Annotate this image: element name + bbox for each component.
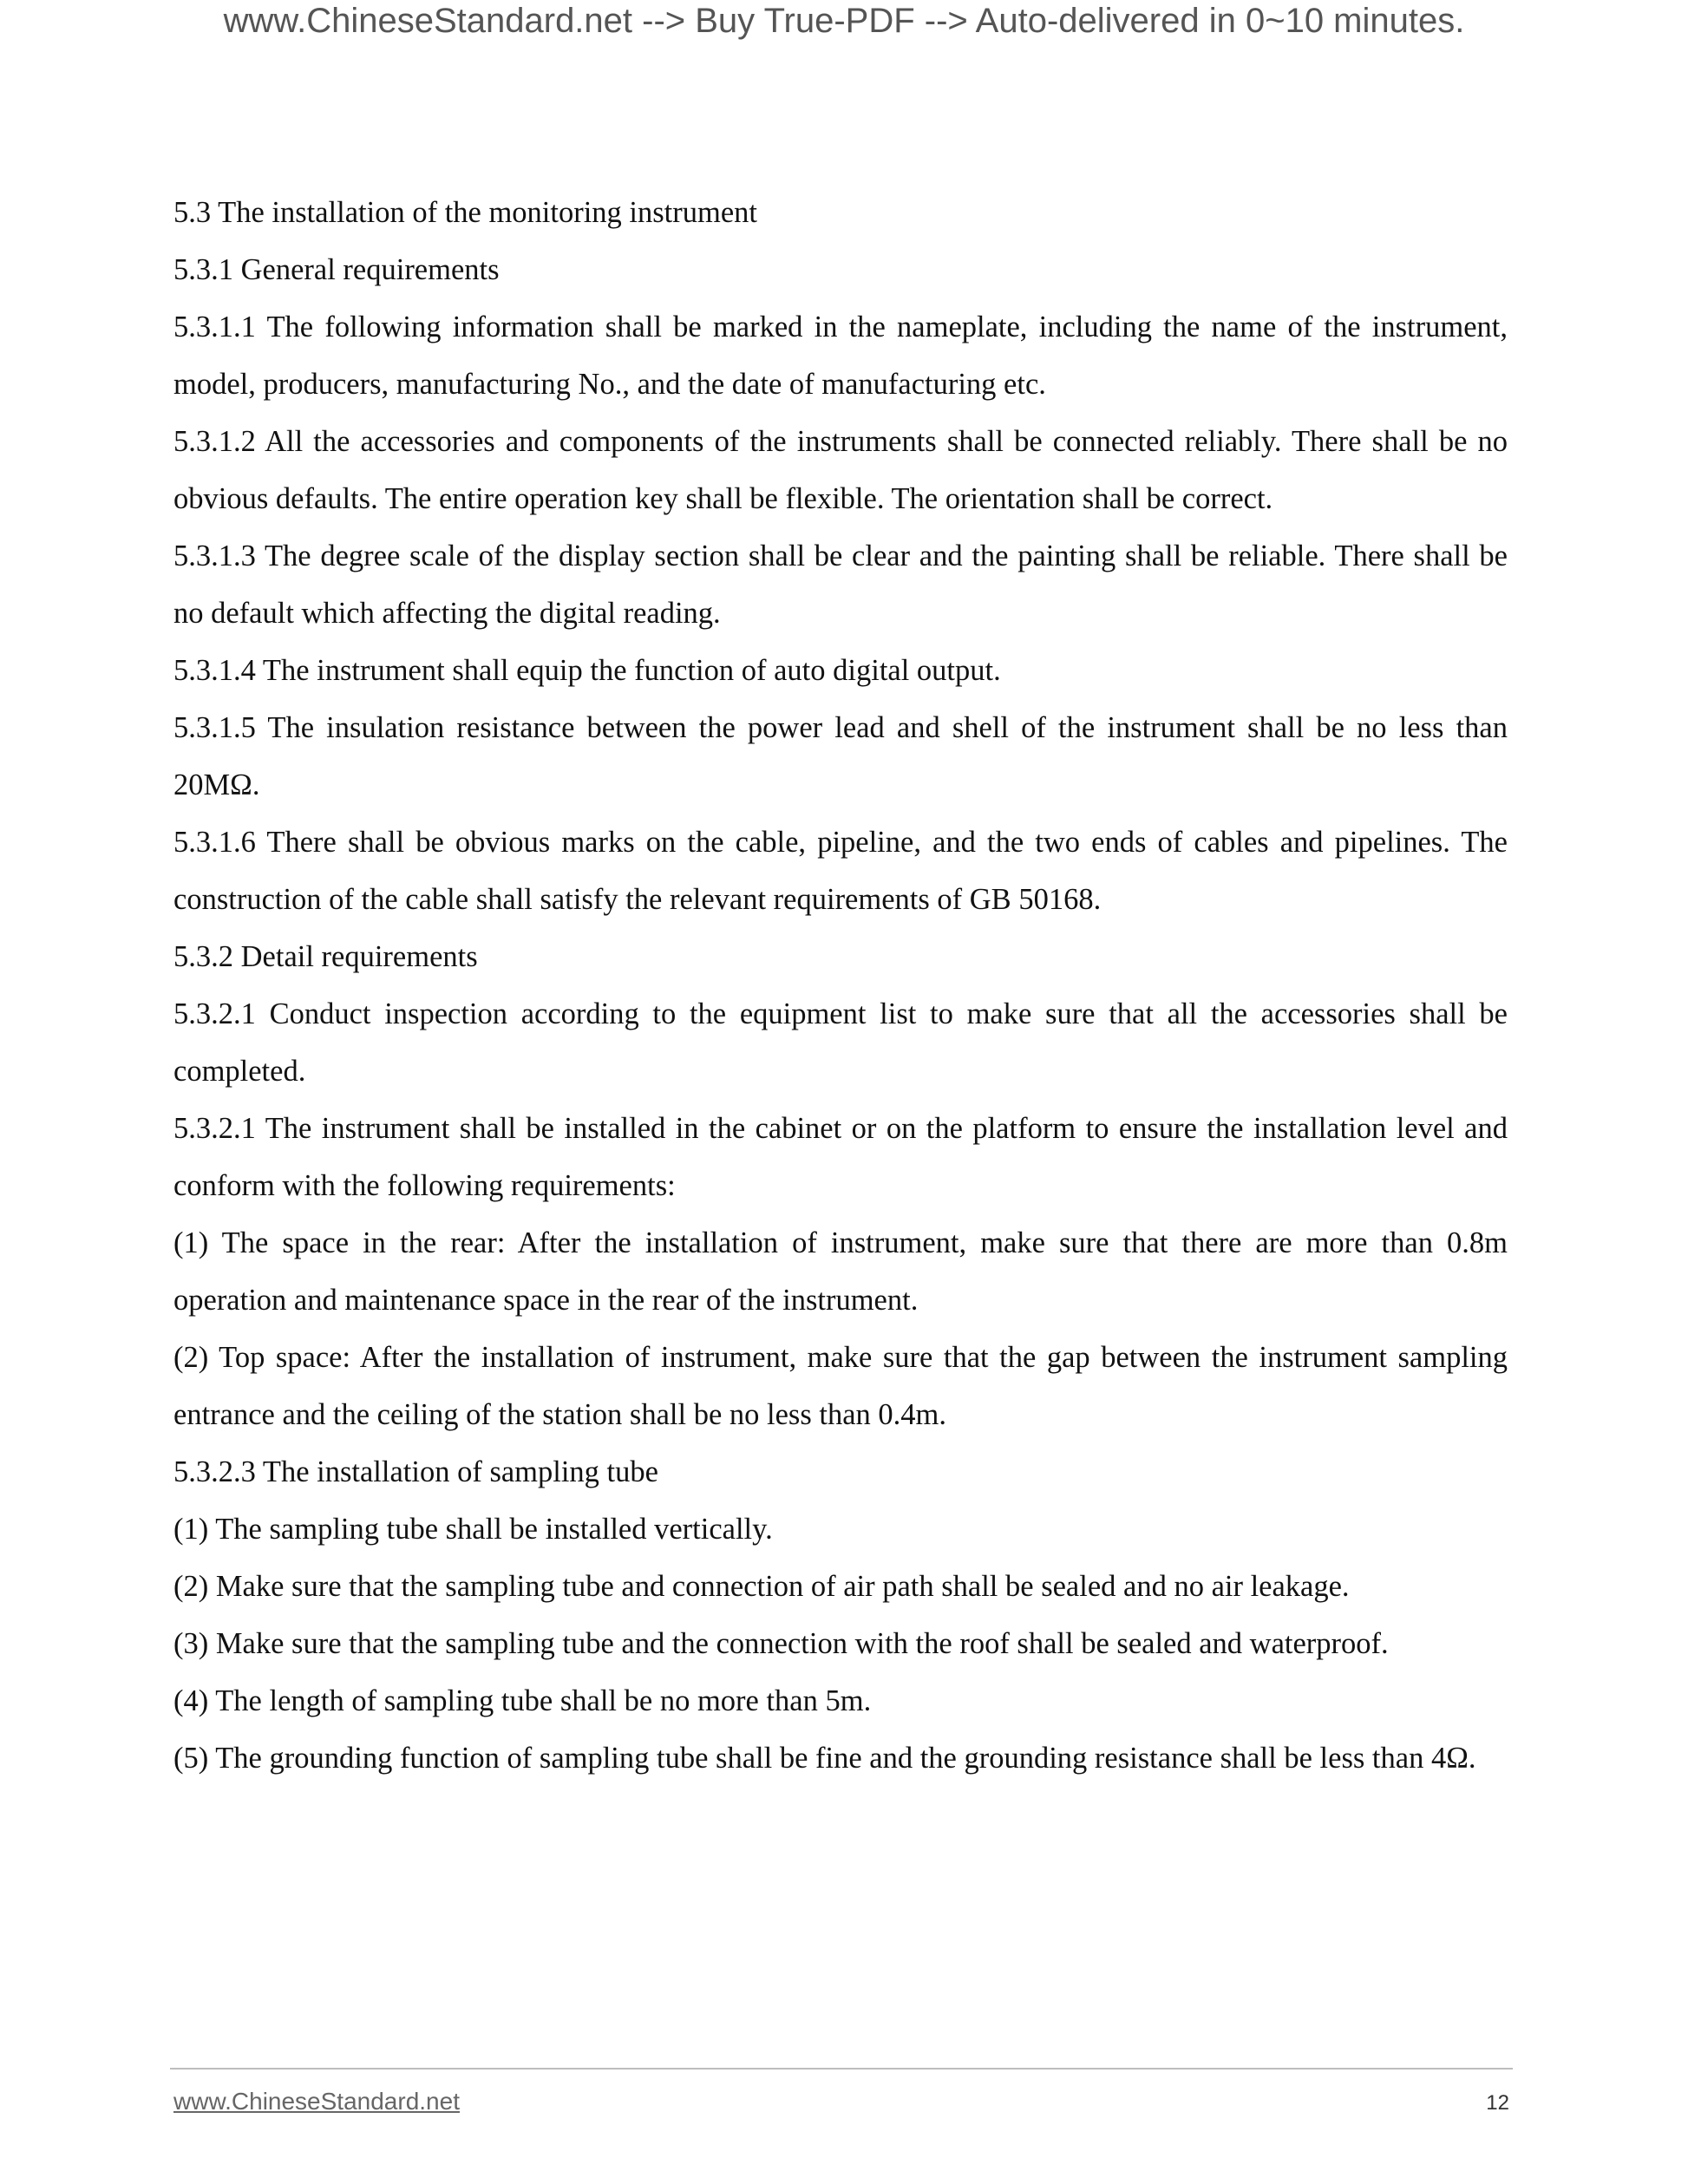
list-item-tube-length: (4) The length of sampling tube shall be no more than 5m. [173, 1684, 872, 1717]
section-heading-5-3: 5.3 The installation of the monitoring instrument [173, 196, 757, 229]
section-heading-5-3-1: 5.3.1 General requirements [173, 253, 500, 286]
clause-5-3-1-2: 5.3.1.2 All the accessories and components of the instruments shall be connected reliably. There shall be no obvious defaults. The entire operation key shall be flexible. The orientation shall be correct. [173, 425, 1508, 515]
footer-website-link[interactable]: www.ChineseStandard.net [173, 2088, 460, 2115]
page-number: 12 [1486, 2091, 1509, 2115]
document-body [173, 184, 1508, 1787]
clause-5-3-2-3: 5.3.2.3 The installation of sampling tube [173, 1455, 658, 1488]
list-item-rear-space: (1) The space in the rear: After the installation of instrument, make sure that there are more than 0.8m operation and maintenance space in the rear of the instrument. [173, 1226, 1508, 1317]
clause-5-3-1-4: 5.3.1.4 The instrument shall equip the function of auto digital output. [173, 654, 1001, 687]
footer-divider [170, 2068, 1513, 2070]
clause-5-3-2-1-b: 5.3.2.1 The instrument shall be installed in the cabinet or on the platform to ensure the installation level and conform with the following requirements: [173, 1112, 1508, 1202]
list-item-grounding: (5) The grounding function of sampling tube shall be fine and the grounding resistance shall be less than 4Ω. [173, 1742, 1476, 1775]
list-item-waterproof: (3) Make sure that the sampling tube and the connection with the roof shall be sealed and waterproof. [173, 1627, 1389, 1660]
clause-5-3-1-6: 5.3.1.6 There shall be obvious marks on the cable, pipeline, and the two ends of cables and pipelines. The construction of the cable shall satisfy the relevant requirements of GB 50168. [173, 826, 1508, 916]
clause-5-3-1-3: 5.3.1.3 The degree scale of the display section shall be clear and the painting shall be reliable. There shall be no default which affecting the digital reading. [173, 539, 1508, 630]
list-item-top-space: (2) Top space: After the installation of instrument, make sure that the gap between the instrument sampling entrance and the ceiling of the station shall be no less than 0.4m. [173, 1341, 1508, 1431]
header-banner: www.ChineseStandard.net --> Buy True-PDF --> Auto-delivered in 0~10 minutes. [223, 2, 1465, 40]
section-heading-5-3-2: 5.3.2 Detail requirements [173, 940, 478, 973]
clause-5-3-1-5: 5.3.1.5 The insulation resistance between the power lead and shell of the instrument shall be no less than 20MΩ. [173, 711, 1508, 801]
clause-5-3-1-1: 5.3.1.1 The following information shall be marked in the nameplate, including the name of the instrument, model, producers, manufacturing No., and the date of manufacturing etc. [173, 311, 1508, 401]
list-item-vertical: (1) The sampling tube shall be installed vertically. [173, 1513, 773, 1546]
list-item-air-path: (2) Make sure that the sampling tube and connection of air path shall be sealed and no air leakage. [173, 1570, 1350, 1603]
clause-5-3-2-1-a: 5.3.2.1 Conduct inspection according to the equipment list to make sure that all the accessories shall be completed. [173, 997, 1508, 1088]
